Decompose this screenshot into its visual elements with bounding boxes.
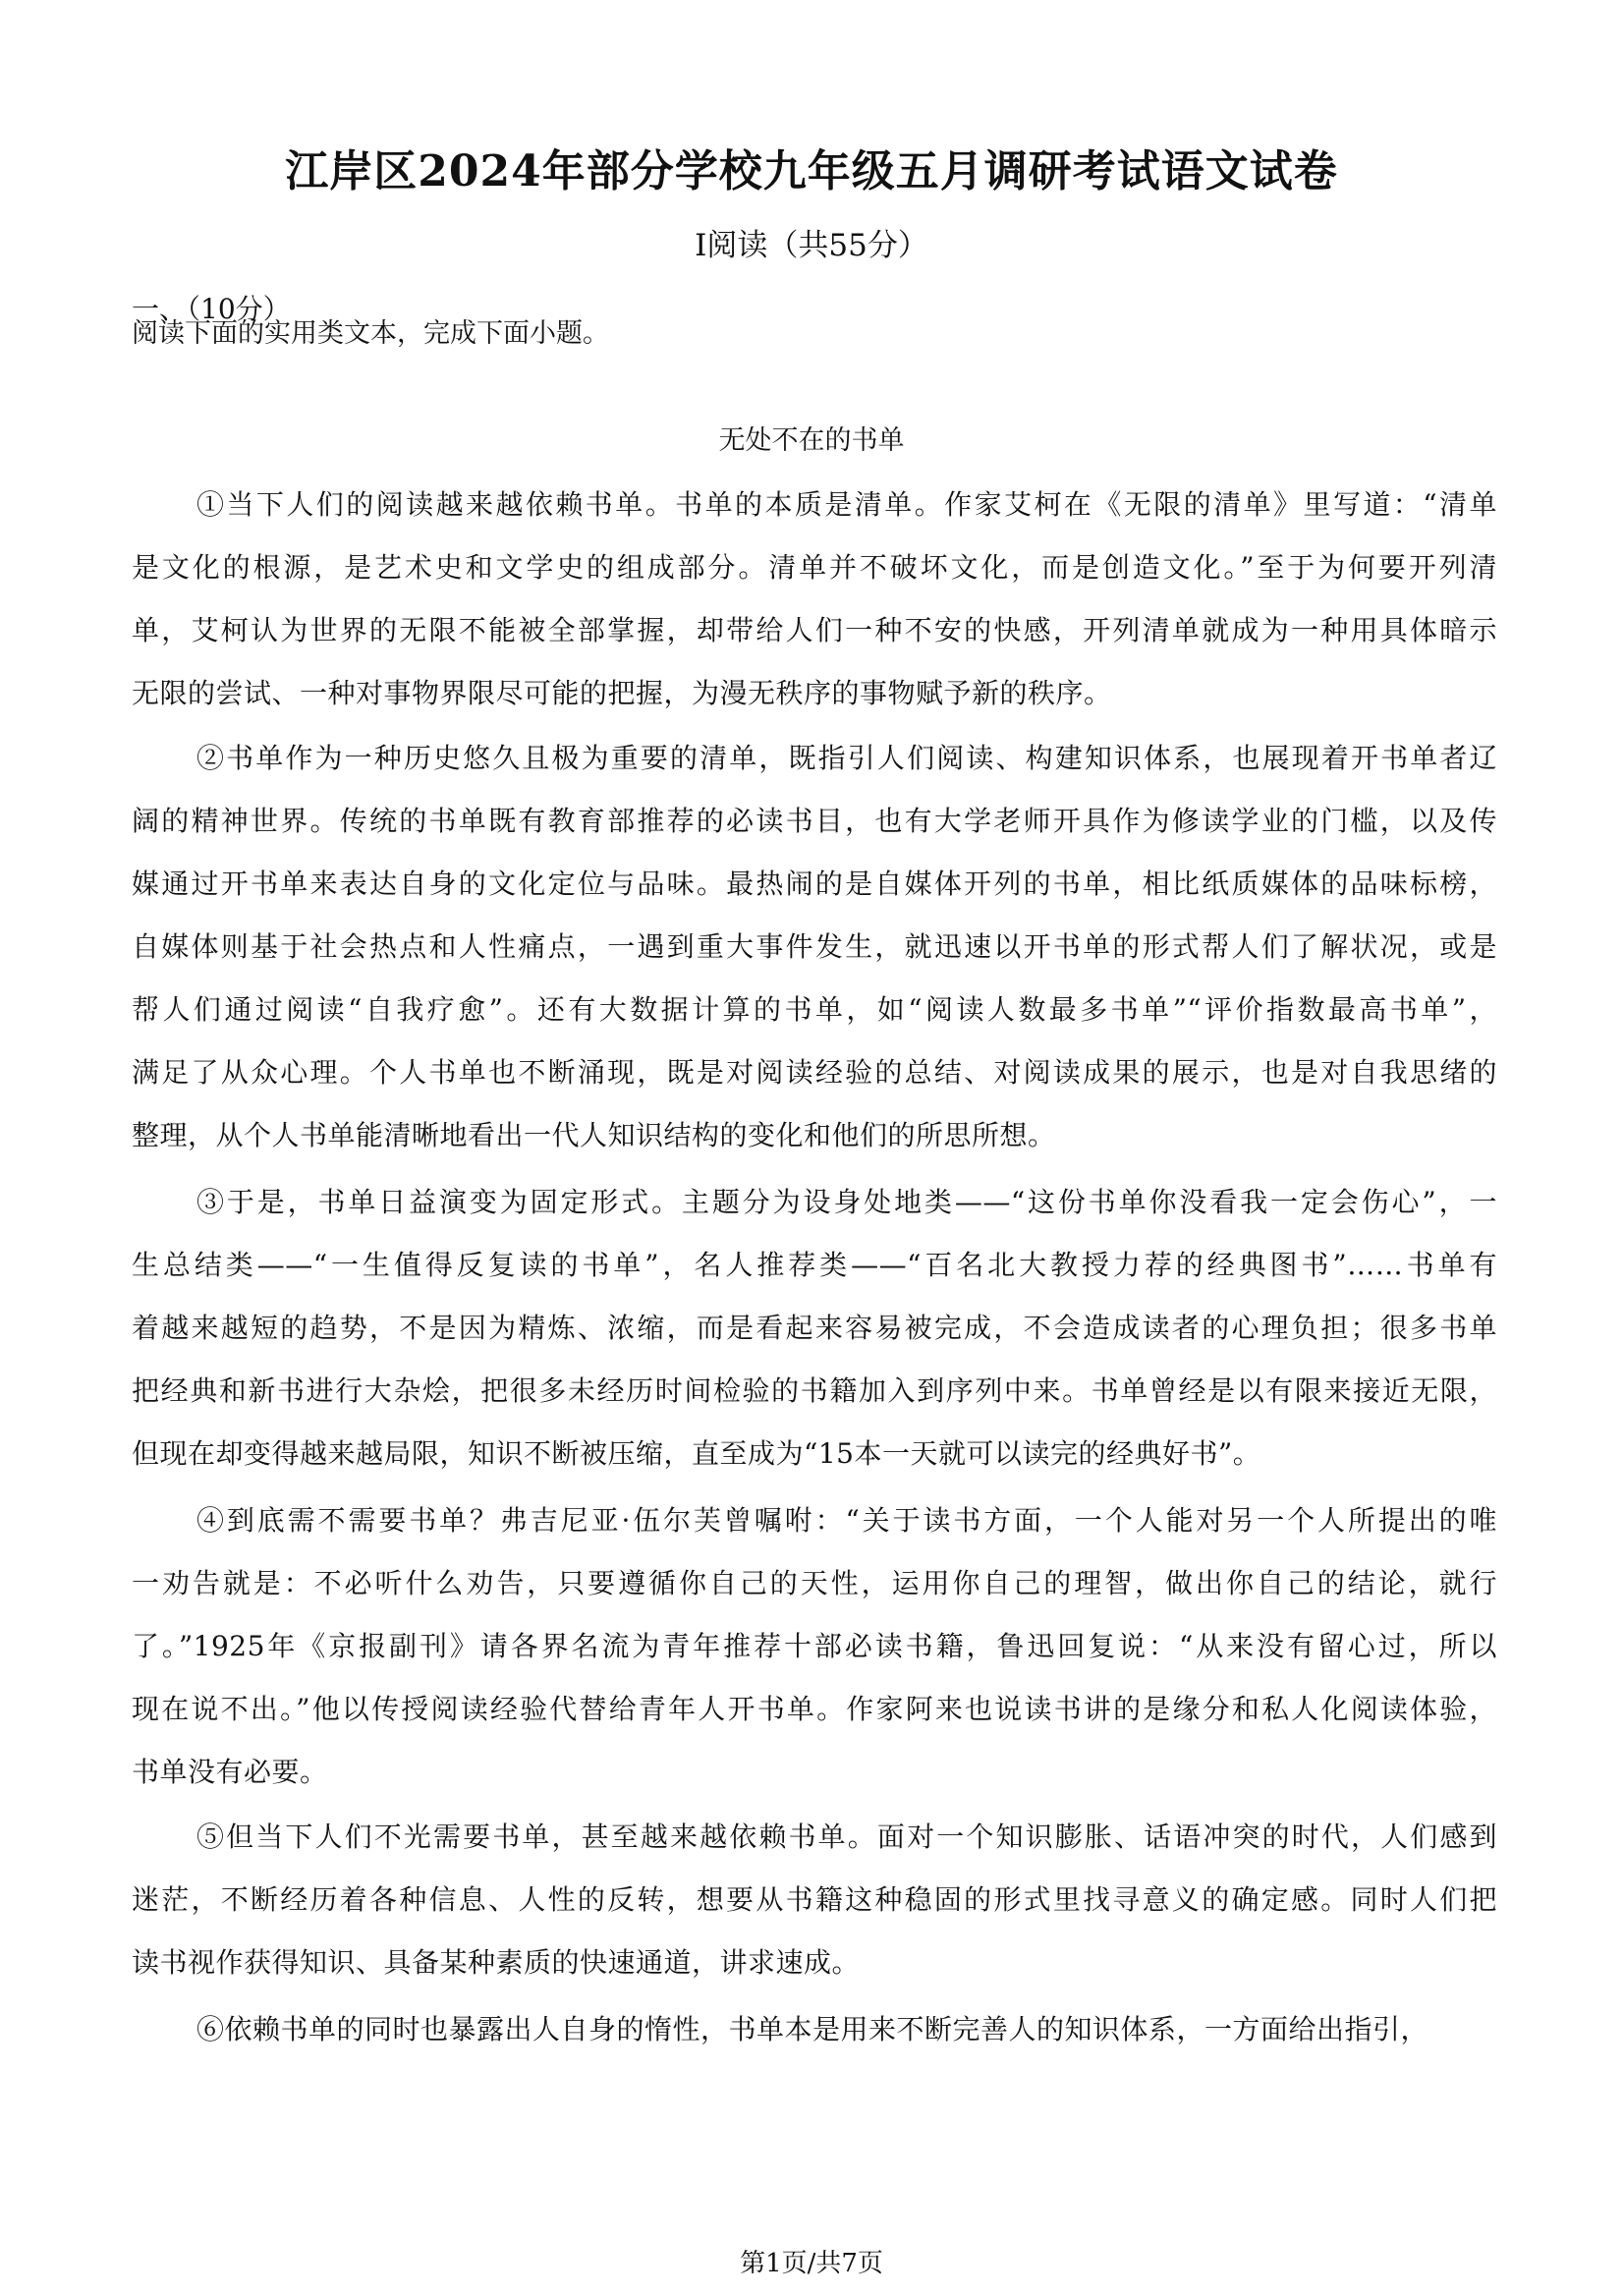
paragraph-3 bbox=[132, 1171, 1497, 1485]
paragraph-line: ③于是，书单日益演变为固定形式。主题分为设身处地类——“这份书单你没看我一定会伤心”，一 bbox=[196, 1186, 1497, 1218]
section-heading: 一、（10分） bbox=[132, 293, 291, 325]
paragraph-2 bbox=[132, 727, 1497, 1167]
paragraph-line: 单，艾柯认为世界的无限不能被全部掌握，却带给人们一种不安的快感，开列清单就成为一种用具体暗示 bbox=[132, 614, 1497, 646]
instruction-text: 阅读下面的实用类文本，完成下面小题。 bbox=[132, 318, 609, 349]
paragraph-line: ②书单作为一种历史悠久且极为重要的清单，既指引人们阅读、构建知识体系，也展现着开书单者辽 bbox=[196, 742, 1497, 774]
paragraph-line: 把经典和新书进行大杂烩，把很多未经历时间检验的书籍加入到序列中来。书单曾经是以有限来接近无限， bbox=[132, 1374, 1497, 1407]
paragraph-line: 读书视作获得知识、具备某种素质的快速通道，讲求速成。 bbox=[132, 1946, 861, 1979]
paragraph-line: 现在说不出。”他以传授阅读经验代替给青年人开书单。作家阿来也说读书讲的是缘分和私人化阅读体验， bbox=[132, 1693, 1497, 1725]
paragraph-6 bbox=[132, 1998, 1497, 2061]
paragraph-line: 整理，从个人书单能清晰地看出一代人知识结构的变化和他们的所思所想。 bbox=[132, 1119, 1056, 1151]
paragraph-line: 阔的精神世界。传统的书单既有教育部推荐的必读书目，也有大学老师开具作为修读学业的门槛，以及传 bbox=[132, 805, 1497, 837]
paragraph-line: ⑤但当下人们不光需要书单，甚至越来越依赖书单。面对一个知识膨胀、话语冲突的时代，人们感到 bbox=[196, 1820, 1497, 1853]
paragraph-line: 着越来越短的趋势，不是因为精炼、浓缩，而是看起来容易被完成，不会造成读者的心理负担；很多书单 bbox=[132, 1312, 1497, 1344]
paragraph-line: 但现在却变得越来越局限，知识不断被压缩，直至成为“15本一天就可以读完的经典好书”。 bbox=[132, 1437, 1261, 1470]
paragraph-line: 帮人们通过阅读“自我疗愈”。还有大数据计算的书单，如“阅读人数最多书单”“评价指数最高书单”， bbox=[132, 993, 1497, 1026]
paragraph-line: 一劝告就是：不必听什么劝告，只要遵循你自己的天性，运用你自己的理智，做出你自己的结论，就行 bbox=[132, 1567, 1497, 1599]
article-title: 无处不在的书单 bbox=[718, 425, 905, 456]
paragraph-line: 了。”1925年《京报副刊》请各界名流为青年推荐十部必读书籍，鲁迅回复说：“从来没有留心过，所以 bbox=[132, 1630, 1497, 1662]
paragraph-line: 是文化的根源，是艺术史和文学史的组成部分。清单并不破坏文化，而是创造文化。”至于为何要开列清 bbox=[132, 551, 1497, 584]
paragraph-line: 媒通过开书单来表达自身的文化定位与品味。最热闹的是自媒体开列的书单，相比纸质媒体的品味标榜， bbox=[132, 868, 1497, 900]
paragraph-5 bbox=[132, 1806, 1497, 1994]
paragraph-1 bbox=[132, 474, 1497, 725]
paragraph-line: ①当下人们的阅读越来越依赖书单。书单的本质是清单。作家艾柯在《无限的清单》里写道：“清单 bbox=[196, 488, 1497, 521]
page-footer: 第1页/共7页 bbox=[740, 2249, 883, 2278]
paragraph-line: 无限的尝试、一种对事物界限尽可能的把握，为漫无秩序的事物赋予新的秩序。 bbox=[132, 677, 1112, 709]
paragraph-line: 生总结类——“一生值得反复读的书单”，名人推荐类——“百名北大教授力荐的经典图书”……书单有 bbox=[132, 1249, 1497, 1281]
paragraph-line: 满足了从众心理。个人书单也不断涌现，既是对阅读经验的总结、对阅读成果的展示，也是对自我思绪的 bbox=[132, 1056, 1497, 1089]
exam-title: 江岸区2024年部分学校九年级五月调研考试语文试卷 bbox=[285, 146, 1338, 196]
paragraph-line: 自媒体则基于社会热点和人性痛点，一遇到重大事件发生，就迅速以开书单的形式帮人们了解状况，或是 bbox=[132, 930, 1497, 963]
part-heading: I阅读（共55分） bbox=[695, 228, 928, 263]
paragraph-line: ⑥依赖书单的同时也暴露出人自身的惰性，书单本是用来不断完善人的知识体系，一方面给出指引， bbox=[196, 2013, 1429, 2045]
paragraph-line: 迷茫，不断经历着各种信息、人性的反转，想要从书籍这种稳固的形式里找寻意义的确定感。同时人们把 bbox=[132, 1883, 1497, 1916]
paragraph-line: ④到底需不需要书单？弗吉尼亚·伍尔芙曾嘱咐：“关于读书方面，一个人能对另一个人所提出的唯 bbox=[196, 1504, 1497, 1537]
paragraph-4 bbox=[132, 1489, 1497, 1804]
paragraph-line: 书单没有必要。 bbox=[132, 1756, 328, 1788]
